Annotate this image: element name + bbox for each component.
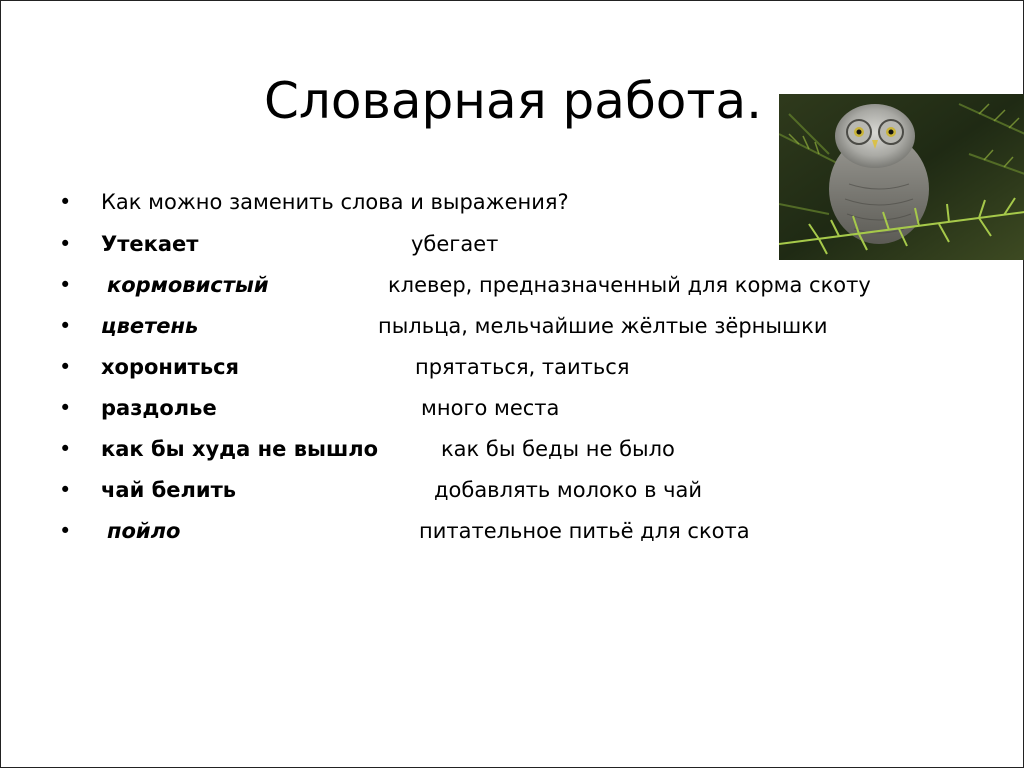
vocab-definition: много места xyxy=(421,396,560,420)
vocab-term: как бы худа не вышло xyxy=(101,437,379,461)
vocab-definition: клевер, предназначенный для корма скоту xyxy=(388,273,871,297)
bullet: • xyxy=(59,519,72,543)
bullet: • xyxy=(59,437,72,461)
bullet: • xyxy=(59,314,72,338)
list-item xyxy=(1,513,1024,549)
bullet: • xyxy=(59,355,72,379)
vocab-definition: прятаться, таиться xyxy=(415,355,630,379)
list-item xyxy=(1,431,1024,467)
bullet: • xyxy=(59,478,72,502)
list-item xyxy=(1,349,1024,385)
list-item xyxy=(1,226,1024,262)
vocab-term: раздолье xyxy=(101,396,217,420)
bullet: • xyxy=(59,190,72,214)
vocab-definition: убегает xyxy=(411,232,499,256)
list-item xyxy=(1,390,1024,426)
vocab-term: хорониться xyxy=(101,355,240,379)
list-item xyxy=(1,184,1024,220)
vocab-definition: питательное питьё для скота xyxy=(419,519,750,543)
vocab-definition: как бы беды не было xyxy=(441,437,675,461)
slide-title: Словарная работа. xyxy=(263,72,763,130)
vocab-term: пойло xyxy=(107,519,181,543)
vocab-term: цветень xyxy=(101,314,199,338)
vocab-term: Утекает xyxy=(101,232,199,256)
bullet: • xyxy=(59,396,72,420)
list-item xyxy=(1,267,1024,303)
bullet: • xyxy=(59,232,72,256)
vocab-definition: пыльца, мельчайшие жёлтые зёрнышки xyxy=(378,314,828,338)
list-item xyxy=(1,308,1024,344)
vocab-term: кормовистый xyxy=(107,273,269,297)
vocab-term: чай белить xyxy=(101,478,237,502)
bullet: • xyxy=(59,273,72,297)
list-item xyxy=(1,472,1024,508)
question-text: Как можно заменить слова и выражения? xyxy=(101,190,569,214)
vocab-definition: добавлять молоко в чай xyxy=(434,478,703,502)
